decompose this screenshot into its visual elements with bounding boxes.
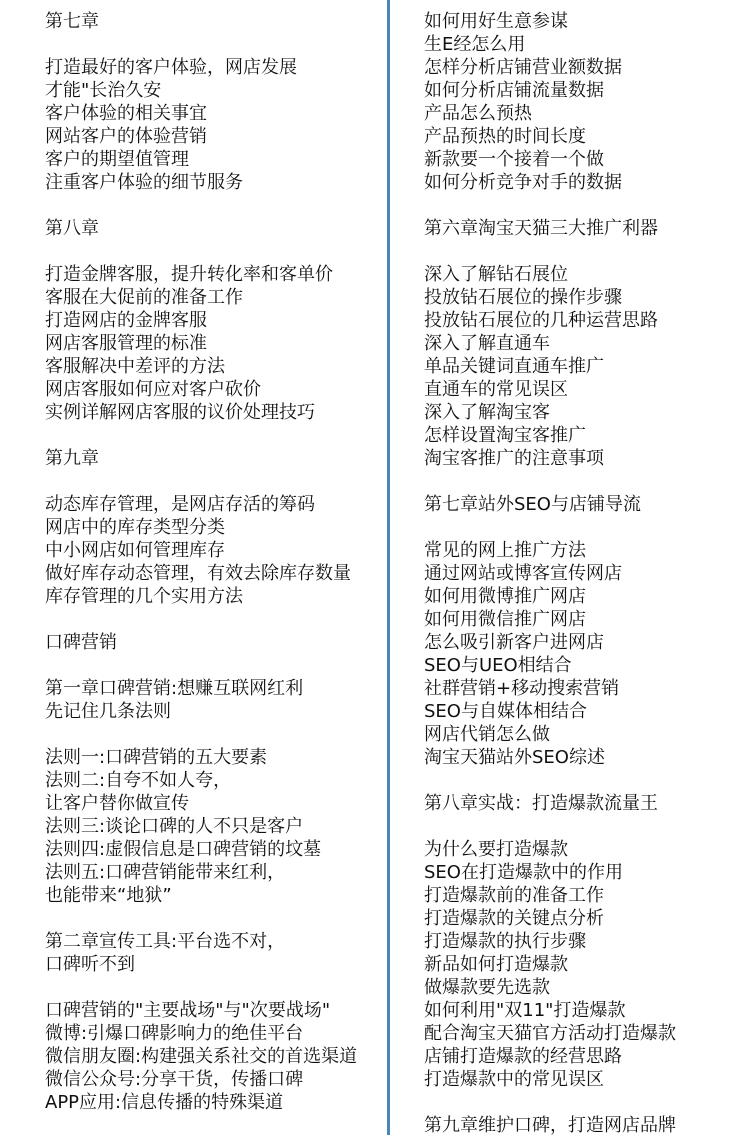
text-line: 网店中的库存类型分类 [45, 517, 225, 538]
right-text-column [424, 10, 744, 1137]
text-line: 口碑营销 [45, 632, 117, 653]
blank-line [45, 723, 385, 746]
blank-line [45, 240, 385, 263]
text-line: 第六章淘宝天猫三大推广利器 [424, 218, 658, 239]
text-line: 网店客服如何应对客户砍价 [45, 379, 261, 400]
text-line: 如何用好生意参谋 [424, 11, 568, 32]
text-line: 生E经怎么用 [424, 34, 526, 55]
text-line: 打造爆款的执行步骤 [424, 931, 586, 952]
text-line: 打造爆款前的准备工作 [424, 885, 604, 906]
text-line: APP应用:信息传播的特殊渠道 [45, 1092, 284, 1113]
blank-line [45, 907, 385, 930]
text-line: 网店代销怎么做 [424, 724, 550, 745]
text-line: 产品怎么预热 [424, 103, 532, 124]
text-line: 直通车的常见误区 [424, 379, 568, 400]
text-line: 打造网店的金牌客服 [45, 310, 207, 331]
text-line: 怎么吸引新客户进网店 [424, 632, 604, 653]
blank-line [424, 769, 744, 792]
text-line: 法则五:口碑营销能带来红利， [45, 862, 286, 883]
text-line: 第八章实战：打造爆款流量王 [424, 793, 658, 814]
text-line: 第八章 [45, 218, 99, 239]
text-line: 客服解决中差评的方法 [45, 356, 225, 377]
text-line: 店铺打造爆款的经营思路 [424, 1046, 622, 1067]
text-line: 也能带来“地狱” [45, 885, 172, 906]
text-line: 网店客服管理的标准 [45, 333, 207, 354]
blank-line [45, 33, 385, 56]
text-line: 第九章 [45, 448, 99, 469]
text-line: 社群营销+移动搜索营销 [424, 678, 620, 699]
text-line: 深入了解直通车 [424, 333, 550, 354]
blank-line [424, 516, 744, 539]
text-line: 打造爆款中的常见误区 [424, 1069, 604, 1090]
text-line: 淘宝客推广的注意事项 [424, 448, 604, 469]
text-line: 微博:引爆口碑影响力的绝佳平台 [45, 1023, 304, 1044]
text-line: 动态库存管理，是网店存活的筹码 [45, 494, 315, 515]
text-line: 实例详解网店客服的议价处理技巧 [45, 402, 315, 423]
text-line: 法则一:口碑营销的五大要素 [45, 747, 268, 768]
text-line: 第九章维护口碑，打造网店品牌 [424, 1115, 676, 1136]
text-line: 库存管理的几个实用方法 [45, 586, 243, 607]
text-line: 如何分析竞争对手的数据 [424, 172, 622, 193]
text-line: 客服在大促前的准备工作 [45, 287, 243, 308]
text-line: 先记住几条法则 [45, 701, 171, 722]
text-line: 才能"长治久安 [45, 80, 162, 101]
text-line: 深入了解钻石展位 [424, 264, 568, 285]
blank-line [45, 654, 385, 677]
blank-line [45, 424, 385, 447]
text-line: 如何分析店铺流量数据 [424, 80, 604, 101]
text-line: 口碑营销的"主要战场"与"次要战场" [45, 1000, 331, 1021]
text-line: 客户体验的相关事宜 [45, 103, 207, 124]
text-line: SEO与自媒体相结合 [424, 701, 587, 722]
text-line: 如何用微信推广网店 [424, 609, 586, 630]
blank-line [424, 1091, 744, 1114]
text-line: 第七章 [45, 11, 99, 32]
text-line: 深入了解淘宝客 [424, 402, 550, 423]
text-line: 投放钻石展位的操作步骤 [424, 287, 622, 308]
blank-line [45, 470, 385, 493]
text-line: 法则四:虚假信息是口碑营销的坟墓 [45, 839, 322, 860]
text-line: 产品预热的时间长度 [424, 126, 586, 147]
text-line: 口碑听不到 [45, 954, 135, 975]
blank-line [424, 194, 744, 217]
text-line: 打造爆款的关键点分析 [424, 908, 604, 929]
column-divider [387, 0, 390, 1135]
text-line: 法则三:谈论口碑的人不只是客户 [45, 816, 304, 837]
text-line: SEO在打造爆款中的作用 [424, 862, 623, 883]
text-line: 网站客户的体验营销 [45, 126, 207, 147]
text-line: 客户的期望值管理 [45, 149, 189, 170]
text-line: 第二章宣传工具:平台选不对， [45, 931, 286, 952]
text-line: 如何利用"双11"打造爆款 [424, 1000, 626, 1021]
text-line: 为什么要打造爆款 [424, 839, 568, 860]
text-line: 单品关键词直通车推广 [424, 356, 604, 377]
text-line: 注重客户体验的细节服务 [45, 172, 243, 193]
text-line: 淘宝天猫站外SEO综述 [424, 747, 605, 768]
text-line: 怎样设置淘宝客推广 [424, 425, 586, 446]
text-line: 新款要一个接着一个做 [424, 149, 604, 170]
blank-line [424, 815, 744, 838]
text-line: 让客户替你做宣传 [45, 793, 189, 814]
text-line: 法则二:自夸不如人夸， [45, 770, 232, 791]
text-line: 打造金牌客服，提升转化率和客单价 [45, 264, 333, 285]
blank-line [424, 470, 744, 493]
text-line: 做好库存动态管理，有效去除库存数量 [45, 563, 351, 584]
blank-line [45, 194, 385, 217]
text-line: 配合淘宝天猫官方活动打造爆款 [424, 1023, 676, 1044]
text-line: 通过网站或博客宣传网店 [424, 563, 622, 584]
text-line: 打造最好的客户体验，网店发展 [45, 57, 297, 78]
text-line: SEO与UEO相结合 [424, 655, 572, 676]
text-line: 投放钻石展位的几种运营思路 [424, 310, 658, 331]
text-line: 做爆款要先选款 [424, 977, 550, 998]
blank-line [45, 976, 385, 999]
left-text-column [45, 10, 385, 1114]
text-line: 常见的网上推广方法 [424, 540, 586, 561]
text-line: 怎样分析店铺营业额数据 [424, 57, 622, 78]
text-line: 微信公众号:分享干货，传播口碑 [45, 1069, 304, 1090]
blank-line [45, 608, 385, 631]
text-line: 新品如何打造爆款 [424, 954, 568, 975]
text-line: 如何用微博推广网店 [424, 586, 586, 607]
text-line: 第一章口碑营销:想赚互联网红利 [45, 678, 304, 699]
text-line: 中小网店如何管理库存 [45, 540, 225, 561]
blank-line [424, 240, 744, 263]
text-line: 微信朋友圈:构建强关系社交的首选渠道 [45, 1046, 358, 1067]
text-line: 第七章站外SEO与店铺导流 [424, 494, 641, 515]
